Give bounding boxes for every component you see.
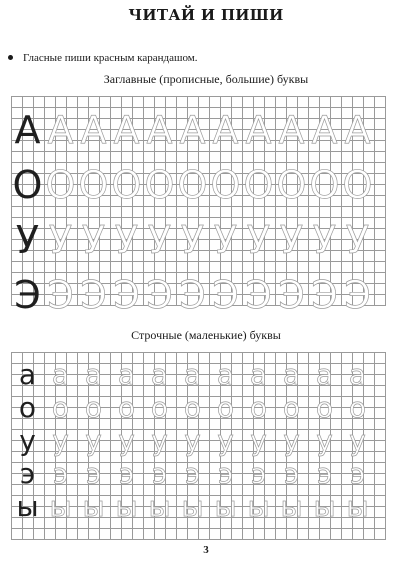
trace-letter: о [348,391,367,424]
trace-letter: э [52,457,69,490]
trace-letter: а [150,358,169,391]
trace-letter: о [117,391,136,424]
trace-letter: Э [179,273,206,317]
letter-row [11,391,385,424]
trace-letter: У [81,218,106,262]
trace-letter: А [344,108,371,152]
model-letter: ы [16,490,39,523]
trace-letter: У [48,218,73,262]
trace-letter: Э [245,273,272,317]
trace-letter: У [312,218,337,262]
trace-letter: А [311,108,338,152]
letter-row [11,490,385,523]
bullet-icon [8,55,13,60]
model-letter: У [15,218,40,262]
model-letter: О [12,163,43,207]
trace-letter: о [216,391,235,424]
trace-letter: а [348,358,367,391]
trace-letter: а [117,358,136,391]
trace-letter: у [283,424,300,457]
trace-letter: Э [80,273,107,317]
trace-letter: ы [280,490,303,523]
trace-letter: Э [47,273,74,317]
trace-letter: о [249,391,268,424]
trace-letter: ы [346,490,369,523]
trace-letter: ы [82,490,105,523]
trace-letter: о [315,391,334,424]
trace-letter: э [85,457,102,490]
trace-letter: ы [247,490,270,523]
trace-letter: о [150,391,169,424]
trace-letter: О [276,163,307,207]
trace-letter: а [183,358,202,391]
model-letter: о [18,391,37,424]
trace-letter: Э [146,273,173,317]
instruction-text: Гласные пиши красным карандашом. [23,52,198,64]
trace-letter: э [118,457,135,490]
trace-letter: о [183,391,202,424]
trace-letter: У [213,218,238,262]
trace-letter: ы [181,490,204,523]
trace-letter: О [78,163,109,207]
trace-letter: А [212,108,239,152]
trace-letter: ы [313,490,336,523]
trace-letter: А [47,108,74,152]
trace-letter: э [151,457,168,490]
trace-letter: а [282,358,301,391]
trace-letter: У [345,218,370,262]
model-letter: а [18,358,37,391]
trace-letter: У [114,218,139,262]
trace-letter: а [249,358,268,391]
trace-letter: э [217,457,234,490]
trace-letter: Э [278,273,305,317]
trace-letter: э [283,457,300,490]
trace-letter: у [250,424,267,457]
trace-letter: А [113,108,140,152]
trace-letter: у [85,424,102,457]
trace-letter: Э [113,273,140,317]
trace-letter: а [315,358,334,391]
instruction [8,52,197,64]
trace-letter: у [151,424,168,457]
trace-letter: У [180,218,205,262]
trace-letter: ы [49,490,72,523]
trace-letter: Э [344,273,371,317]
trace-letter: Э [212,273,239,317]
letter-row [11,108,385,152]
trace-letter: У [147,218,172,262]
trace-letter: А [146,108,173,152]
trace-letter: У [279,218,304,262]
trace-letter: О [342,163,373,207]
trace-letter: а [51,358,70,391]
model-letter: у [19,424,36,457]
trace-letter: о [84,391,103,424]
trace-letter: О [210,163,241,207]
uppercase-section-title: Заглавные (прописные, большие) буквы [103,72,309,86]
trace-letter: о [282,391,301,424]
letter-row [11,218,385,262]
trace-letter: О [243,163,274,207]
trace-letter: э [316,457,333,490]
trace-letter: О [144,163,175,207]
page-number: 3 [203,544,209,556]
trace-letter: а [84,358,103,391]
letter-row [11,457,385,490]
trace-letter: О [309,163,340,207]
trace-letter: О [177,163,208,207]
model-letter: Э [14,273,41,317]
trace-letter: ы [115,490,138,523]
trace-letter: ы [214,490,237,523]
model-letter: э [19,457,36,490]
trace-letter: у [316,424,333,457]
page-title: ЧИТАЙ И ПИШИ [128,6,284,24]
model-letter: А [14,108,41,152]
lowercase-section-title: Строчные (маленькие) буквы [131,328,281,342]
trace-letter: у [349,424,366,457]
trace-letter: э [349,457,366,490]
trace-letter: А [80,108,107,152]
trace-letter: У [246,218,271,262]
trace-letter: у [52,424,69,457]
trace-letter: у [217,424,234,457]
trace-letter: А [278,108,305,152]
trace-letter: О [45,163,76,207]
trace-letter: А [179,108,206,152]
letter-row [11,163,385,207]
trace-letter: ы [148,490,171,523]
trace-letter: э [250,457,267,490]
trace-letter: о [51,391,70,424]
trace-letter: Э [311,273,338,317]
trace-letter: А [245,108,272,152]
trace-letter: э [184,457,201,490]
trace-letter: а [216,358,235,391]
trace-letter: О [111,163,142,207]
letter-row [11,424,385,457]
letter-row [11,273,385,317]
trace-letter: у [184,424,201,457]
letter-row [11,358,385,391]
trace-letter: у [118,424,135,457]
